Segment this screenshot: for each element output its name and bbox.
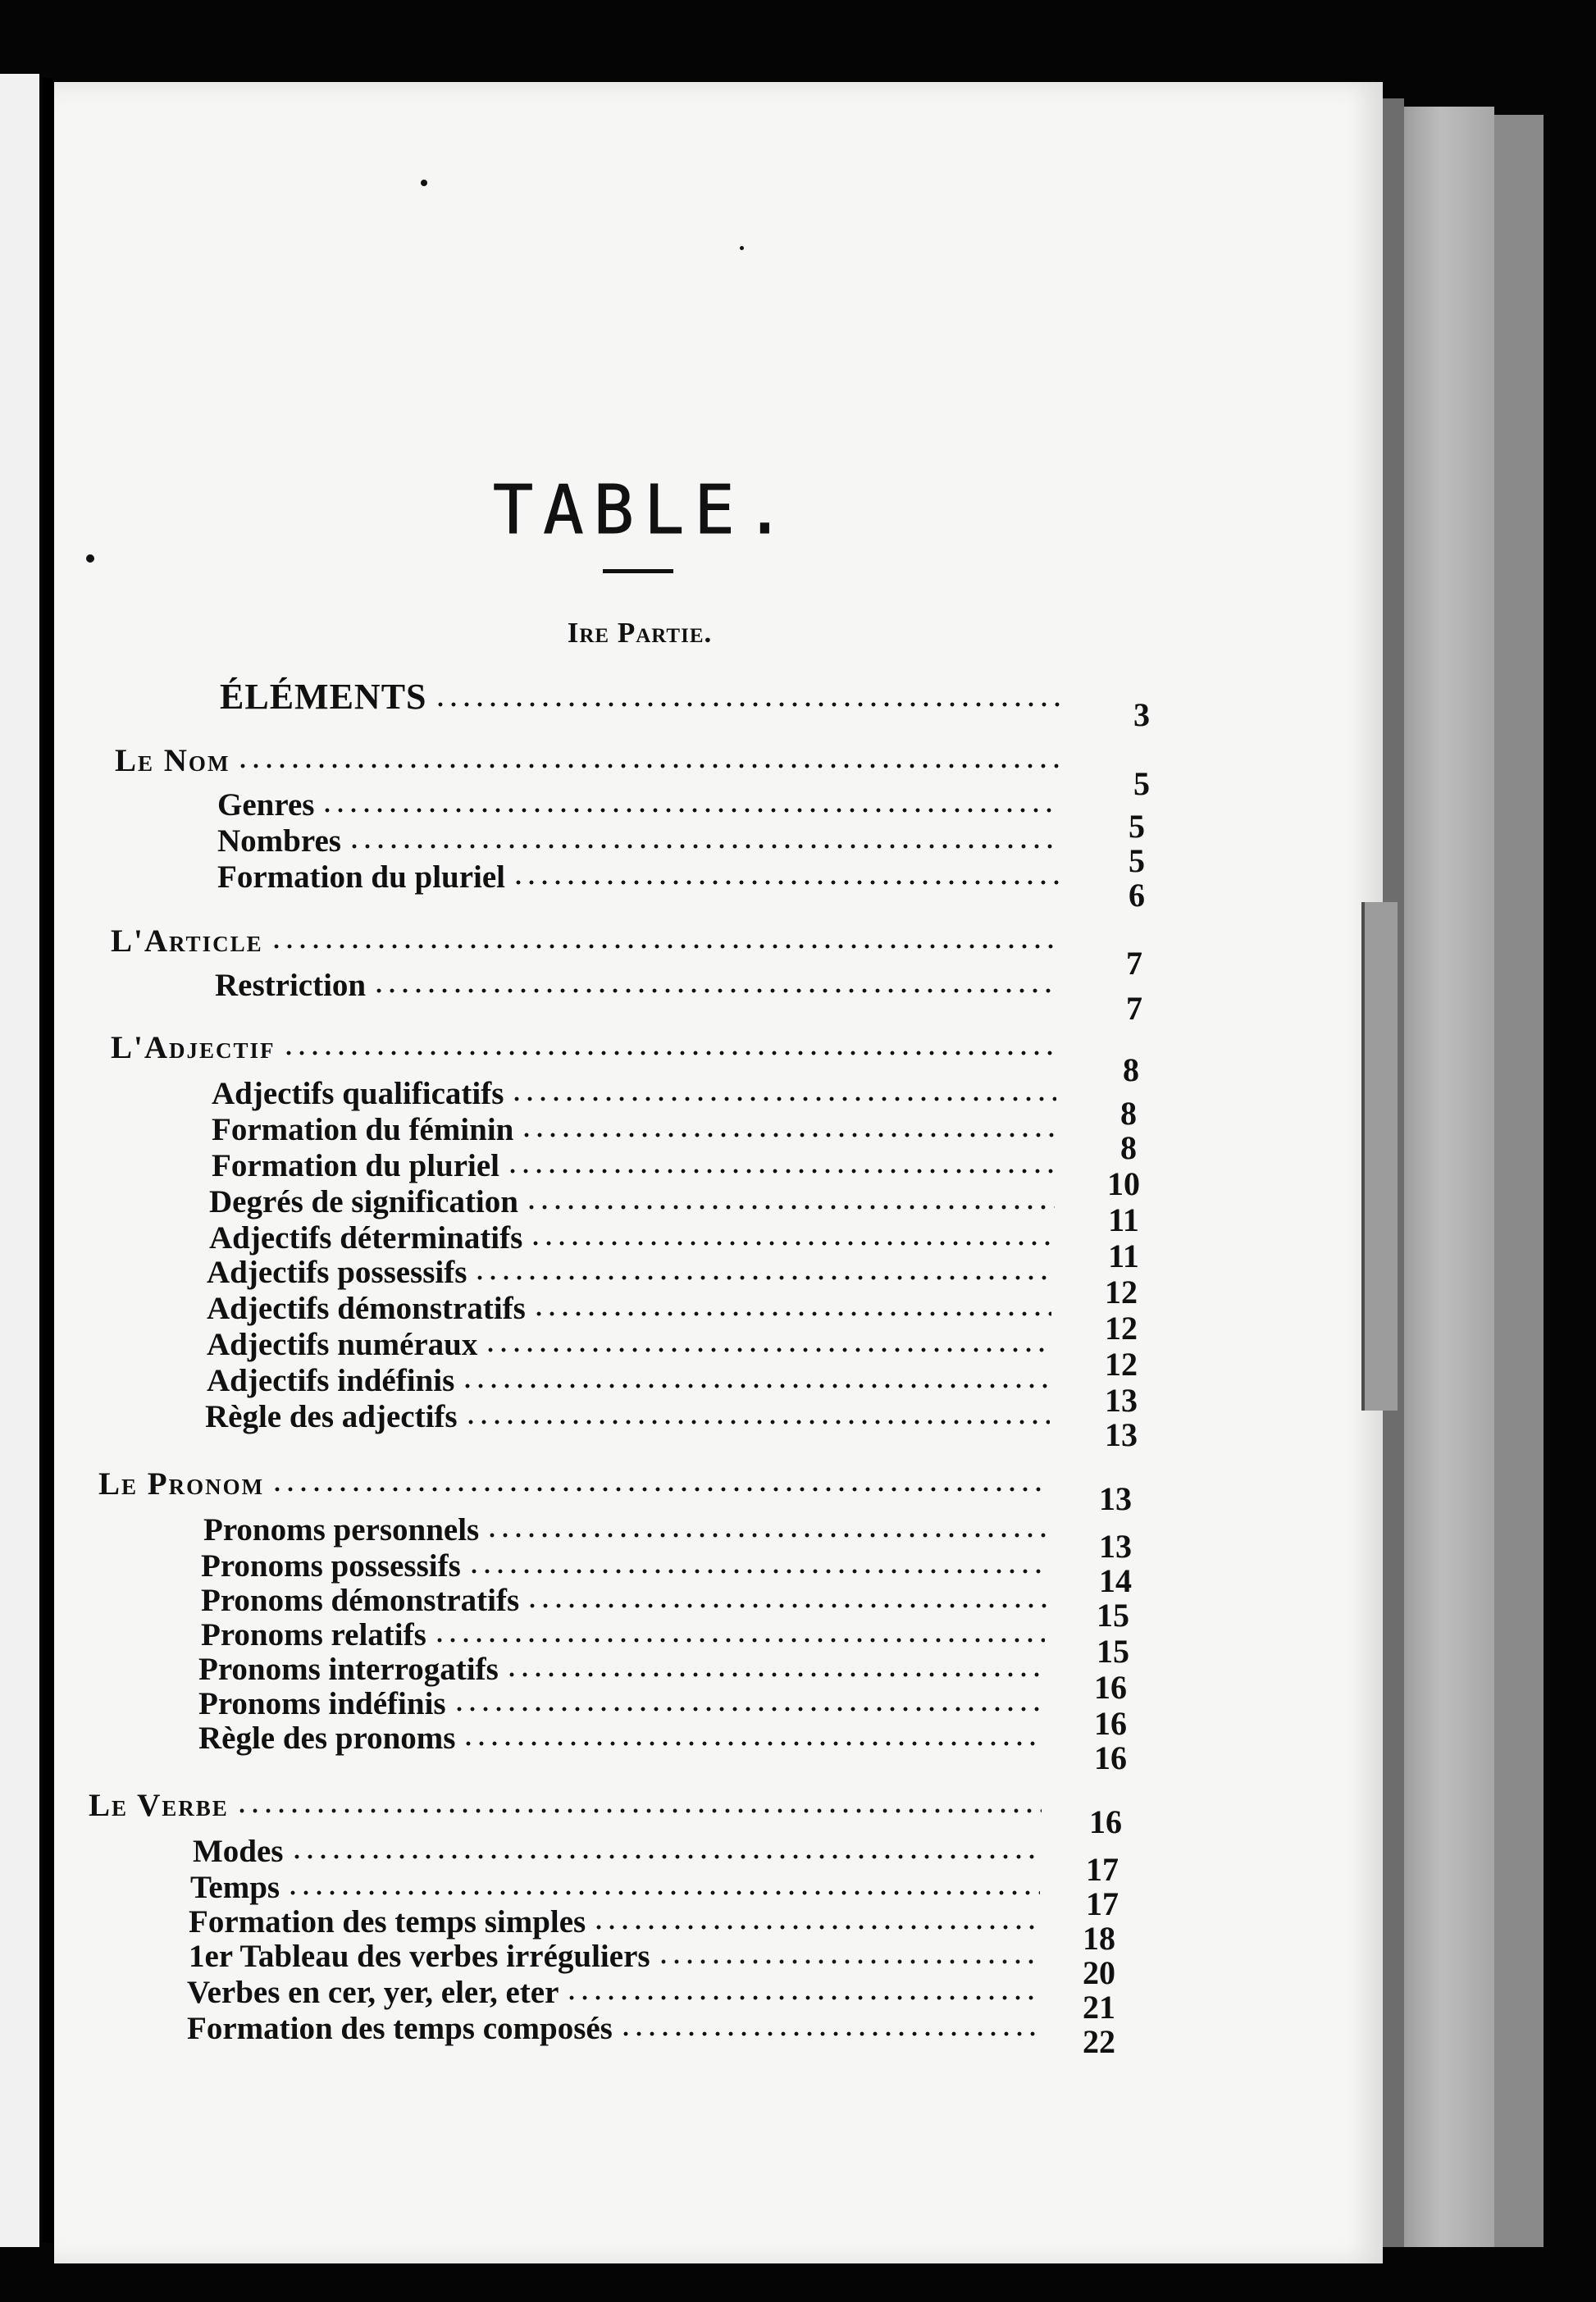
toc-entry [209,1186,1061,1218]
dot-leader [270,942,1060,950]
dot-leader [565,1994,1037,2002]
toc-page-number: 22 [1083,2023,1115,2060]
toc-entry-label: Adjectifs qualificatifs [212,1076,504,1111]
toc-page-number: 6 [1129,877,1145,914]
toc-entry [212,1078,1063,1110]
toc-entry-label: Pronoms interrogatifs [198,1652,499,1687]
toc-page-number: 17 [1086,1885,1119,1922]
dot-leader [657,1958,1038,1966]
toc-entry-label: Formation des temps composés [187,2011,613,2046]
print-speck [740,246,744,250]
cover-edge [1494,115,1544,2247]
toc-page-number: 16 [1094,1705,1127,1742]
toc-entry [198,1722,1050,1754]
toc-entry-label: Temps [190,1870,280,1905]
toc-entry-label: Formation du pluriel [217,859,506,895]
toc-entry-label: L'Article [111,923,263,959]
toc-page-number: 7 [1126,990,1142,1027]
toc-entry-label: Formation du féminin [212,1112,514,1147]
print-speck [86,554,94,563]
toc-entry [193,1835,1047,1867]
toc-entry [187,2013,1043,2044]
toc-entry-label: Verbes en cer, yer, eler, eter [187,1975,559,2010]
toc-page-number: 13 [1105,1416,1138,1453]
toc-entry-label: Adjectifs indéfinis [207,1363,455,1398]
dot-leader [467,1567,1047,1575]
toc-page-number: 20 [1083,1954,1115,1991]
toc-entry-label: Règle des pronoms [198,1721,456,1756]
dot-leader [520,1131,1056,1139]
toc-page-number: 12 [1105,1346,1138,1383]
dot-leader [321,806,1060,814]
toc-entry-label: Adjectifs démonstratifs [207,1291,526,1326]
toc-entry-label: Pronoms démonstratifs [201,1583,520,1618]
toc-entry-label: Formation des temps simples [189,1904,586,1940]
toc-entry-label: Restriction [215,968,367,1003]
dot-leader [506,1167,1055,1175]
toc-section-entry [111,925,1066,957]
toc-page-number: 10 [1107,1165,1140,1202]
toc-entry [189,1940,1045,1972]
toc-entry-label: L'Adjectif [111,1030,276,1065]
dot-leader [619,2030,1037,2038]
dot-leader [290,1853,1041,1861]
dot-leader [434,700,1061,709]
toc-page-number: 15 [1097,1597,1129,1634]
page-edge-tab [1361,902,1398,1411]
toc-entry-label: Règle des adjectifs [205,1399,458,1434]
toc-entry-label: ÉLÉMENTS [220,677,427,717]
toc-entry [207,1256,1060,1288]
binding-rule [43,78,54,2243]
toc-entry-label: Adjectifs numéraux [207,1327,478,1362]
toc-page-number: 16 [1094,1669,1127,1706]
toc-entry-label: Genres [217,787,315,823]
dot-leader [453,1705,1043,1713]
toc-page-number: 13 [1105,1382,1138,1419]
toc-entry [201,1584,1053,1616]
dot-leader [473,1274,1053,1282]
toc-entry [201,1550,1053,1582]
toc-entry [207,1365,1056,1397]
toc-page-number: 12 [1105,1274,1138,1311]
toc-page-number: 14 [1099,1562,1132,1599]
toc-page-number: 7 [1126,945,1142,982]
toc-entry-label: Le Verbe [89,1788,229,1823]
dot-leader [484,1346,1051,1354]
toc-entry [212,1150,1061,1182]
toc-page-number: 13 [1099,1480,1132,1517]
toc-entry [198,1653,1051,1685]
toc-entry [205,1401,1056,1433]
toc-section-entry [89,1789,1048,1821]
toc-section-entry [98,1468,1055,1500]
toc-page-number: 5 [1133,765,1150,802]
toc-page-number: 11 [1108,1201,1139,1238]
toc-page-number: 3 [1133,696,1150,733]
toc-entry [217,789,1066,821]
toc-entry [203,1514,1055,1546]
toc-entry [217,861,1066,893]
toc-entry [209,1222,1060,1254]
toc-entry [217,825,1066,857]
dot-leader [236,762,1061,770]
page-stack-edge [1404,107,1494,2247]
facing-page-edge [0,74,39,2247]
toc-entry [201,1619,1051,1651]
toc-entry [207,1329,1058,1361]
dot-leader [372,987,1058,995]
toc-page-number: 8 [1120,1095,1137,1132]
print-speck [421,180,427,186]
dot-leader [235,1807,1042,1815]
toc-entry-label: Pronoms possessifs [201,1548,461,1584]
toc-entry-label: Modes [193,1834,284,1869]
toc-page-number: 18 [1083,1920,1115,1957]
toc-page-number: 16 [1094,1739,1127,1776]
toc-section-entry [220,679,1068,715]
toc-entry [207,1292,1058,1324]
dot-leader [529,1239,1053,1247]
toc-entry-label: Le Nom [115,743,230,778]
toc-section-entry [111,1032,1065,1064]
toc-page-number: 12 [1105,1310,1138,1347]
dot-leader [433,1636,1045,1644]
toc-entry-label: Pronoms relatifs [201,1617,426,1652]
dot-leader [486,1531,1048,1539]
dot-leader [462,1739,1043,1748]
toc-entry [215,969,1065,1001]
dot-leader [505,1671,1045,1679]
toc-entry-label: 1er Tableau des verbes irréguliers [189,1939,650,1974]
dot-leader [532,1310,1051,1318]
dot-leader [348,842,1060,850]
toc-entry-label: Formation du pluriel [212,1148,500,1183]
dot-leader [592,1923,1038,1931]
dot-leader [510,1095,1056,1103]
dot-leader [286,1889,1040,1897]
toc-entry-label: Le Pronom [98,1466,265,1502]
toc-entry-label: Nombres [217,823,341,859]
dot-leader [512,878,1060,887]
toc-page-number: 8 [1120,1129,1137,1166]
toc-page-number: 17 [1086,1851,1119,1888]
toc-entry-label: Adjectifs possessifs [207,1255,467,1290]
part-label: Ire Partie. [567,617,713,649]
toc-entry-label: Degrés de signification [209,1184,518,1219]
toc-entry [212,1114,1063,1146]
toc-page-number: 5 [1129,842,1145,879]
page-heading: TABLE. [492,472,796,549]
toc-page-number: 21 [1083,1989,1115,2026]
toc-section-entry [115,745,1068,777]
dot-leader [464,1418,1050,1426]
heading-rule [603,569,673,573]
dot-leader [271,1485,1048,1493]
toc-entry-label: Adjectifs déterminatifs [209,1220,523,1256]
dot-leader [525,1203,1055,1211]
toc-entry [198,1688,1050,1720]
toc-page-number: 15 [1097,1633,1129,1670]
toc-entry-label: Pronoms indéfinis [198,1686,446,1721]
dot-leader [282,1049,1058,1057]
dot-leader [461,1382,1050,1390]
toc-entry [189,1906,1045,1938]
toc-entry [190,1871,1047,1903]
toc-page-number: 5 [1129,808,1145,845]
toc-page-number: 8 [1123,1051,1139,1088]
toc-page-number: 13 [1099,1528,1132,1565]
toc-entry-label: Pronoms personnels [203,1512,480,1548]
dot-leader [526,1602,1047,1610]
toc-entry [187,1976,1043,2008]
toc-page-number: 11 [1108,1238,1139,1274]
toc-page-number: 16 [1089,1803,1122,1840]
